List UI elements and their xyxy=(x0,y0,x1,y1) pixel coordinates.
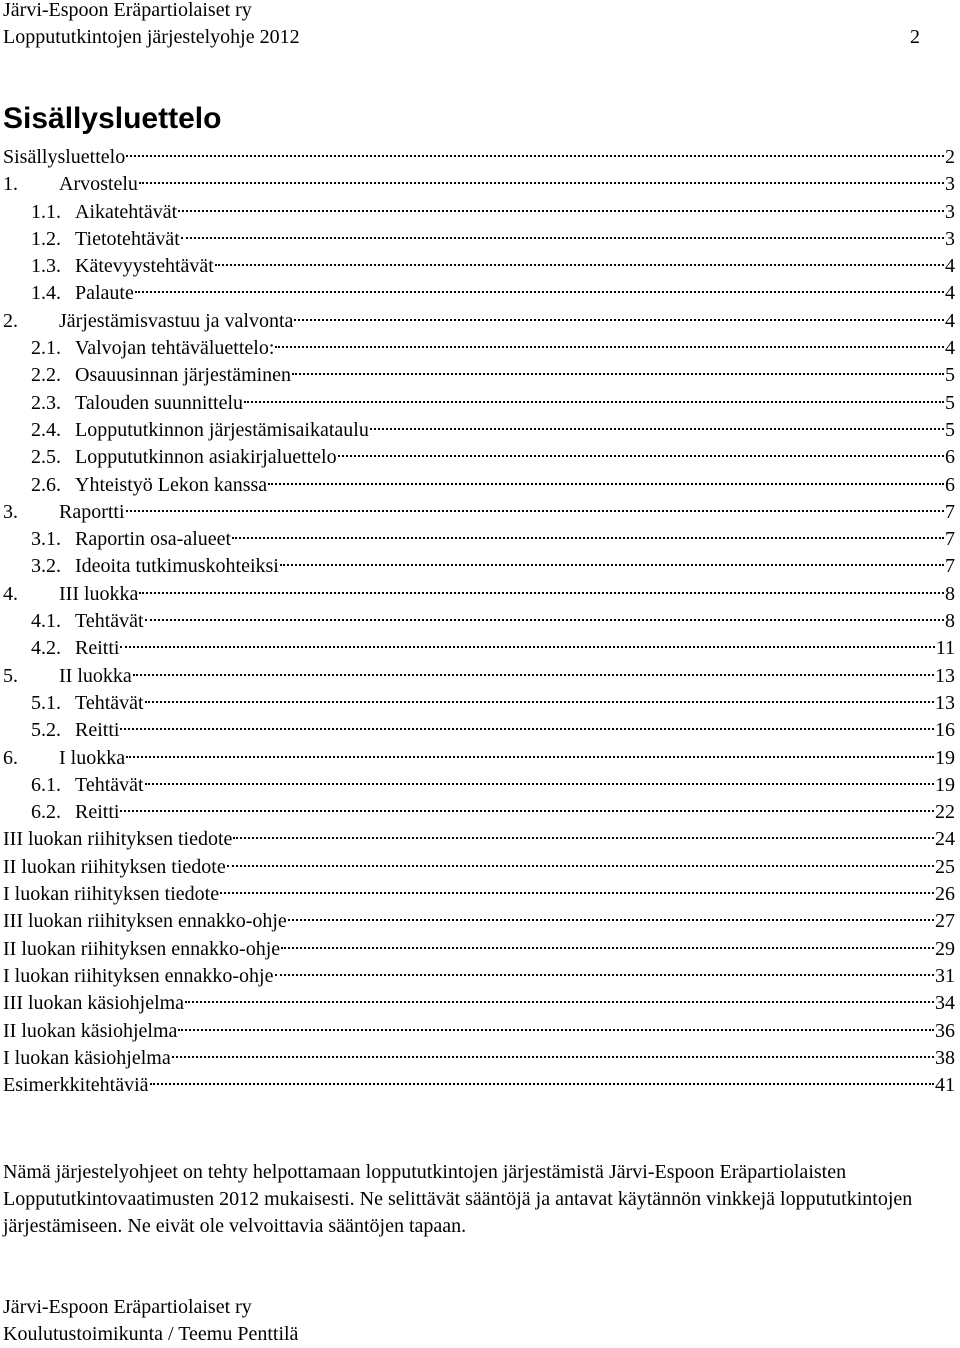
toc-entry-label: Aikatehtävät xyxy=(75,200,178,223)
toc-entry-page: 36 xyxy=(935,1019,955,1042)
toc-entry[interactable] xyxy=(3,799,955,826)
toc-leader-dots xyxy=(145,700,934,703)
toc-entry[interactable] xyxy=(3,963,955,990)
toc-entry-page: 31 xyxy=(935,964,955,987)
header-page-number: 2 xyxy=(910,26,920,48)
toc-entry-number: 2. xyxy=(3,309,18,332)
toc-leader-dots xyxy=(126,154,944,157)
toc-entry-label: Talouden suunnittelu xyxy=(75,391,244,414)
toc-leader-dots xyxy=(178,209,944,212)
toc-entry-label: III luokka xyxy=(59,582,139,605)
toc-entry-number: 2.3. xyxy=(31,391,61,414)
toc-entry-label: I luokka xyxy=(59,746,126,769)
toc-leader-dots xyxy=(292,372,944,375)
toc-leader-dots xyxy=(268,482,944,485)
toc-leader-dots xyxy=(181,236,944,239)
toc-entry-page: 41 xyxy=(935,1074,955,1097)
toc-leader-dots xyxy=(172,1055,934,1058)
page-header xyxy=(3,0,943,51)
toc-entry[interactable] xyxy=(3,881,955,908)
toc-entry-label: III luokan riihityksen tiedote xyxy=(3,828,233,851)
toc-leader-dots xyxy=(232,536,944,539)
toc-entry-label: Yhteistyö Lekon kanssa xyxy=(75,473,268,496)
toc-entry-number: 4.2. xyxy=(31,637,61,660)
toc-entry-page: 19 xyxy=(935,746,955,769)
toc-leader-dots xyxy=(133,673,934,676)
toc-entry-page: 24 xyxy=(935,828,955,851)
toc-entry-page: 4 xyxy=(945,337,955,360)
toc-entry[interactable] xyxy=(3,144,955,171)
toc-entry-number: 5. xyxy=(3,664,18,687)
toc-entry[interactable] xyxy=(3,417,955,444)
toc-entry-label: Tehtävät xyxy=(75,610,144,633)
toc-entry-page: 19 xyxy=(935,773,955,796)
toc-entry-number: 3. xyxy=(3,500,18,523)
toc-entry-number: 4. xyxy=(3,582,18,605)
header-org: Järvi-Espoon Eräpartiolaiset ry xyxy=(3,0,252,21)
toc-entry-number: 1.2. xyxy=(31,227,61,250)
toc-entry-label: Reitti xyxy=(75,637,120,660)
toc-entry-label: Sisällysluettelo xyxy=(3,146,126,168)
toc-entry[interactable] xyxy=(3,171,955,198)
toc-entry[interactable] xyxy=(3,226,955,253)
toc-entry-label: Palaute xyxy=(75,282,134,305)
toc-entry-label: Järjestämisvastuu ja valvonta xyxy=(59,309,294,332)
toc-entry[interactable] xyxy=(3,608,955,635)
toc-entry-number: 1.4. xyxy=(31,282,61,305)
toc-leader-dots xyxy=(126,509,944,512)
toc-entry[interactable] xyxy=(3,390,955,417)
toc-entry-number: 2.2. xyxy=(31,364,61,387)
toc-entry-number: 5.1. xyxy=(31,691,61,714)
toc-entry[interactable] xyxy=(3,1018,955,1045)
toc-entry-page: 26 xyxy=(935,883,955,906)
toc-entry[interactable] xyxy=(3,1045,955,1072)
toc-entry-label: Raportin osa-alueet xyxy=(75,528,232,551)
toc-leader-dots xyxy=(275,345,944,348)
toc-leader-dots xyxy=(288,918,934,921)
toc-entry-page: 11 xyxy=(935,637,955,660)
toc-entry[interactable] xyxy=(3,280,955,307)
toc-leader-dots xyxy=(120,645,934,648)
toc-leader-dots xyxy=(294,318,944,321)
toc-entry-number: 2.6. xyxy=(31,473,61,496)
toc-entry[interactable] xyxy=(3,908,955,935)
intro-paragraph: Nämä järjestelyohjeet on tehty helpottamaan loppututkintojen järjestämistä Järvi-Espoon Eräpartiolaisten Loppututkintovaatimusten 2012 mukaisesti. Ne selittävät sääntöjä ja antavat käytännön vinkkejä loppututkintojen järjestämiseen. Ne eivät ole velvoittavia sääntöjen tapaan. xyxy=(3,1161,913,1237)
toc-entry-page: 13 xyxy=(935,691,955,714)
toc-entry[interactable] xyxy=(3,472,955,499)
toc-entry-label: Tehtävät xyxy=(75,691,144,714)
toc-entry-number: 2.5. xyxy=(31,446,61,469)
toc-entry-number: 5.2. xyxy=(31,719,61,742)
toc-entry[interactable] xyxy=(3,444,955,471)
toc-leader-dots xyxy=(145,618,944,621)
toc-entry[interactable] xyxy=(3,526,955,553)
toc-entry[interactable] xyxy=(3,826,955,853)
toc-entry-label: III luokan käsiohjelma xyxy=(3,992,185,1015)
toc-heading: Sisällysluettelo xyxy=(3,102,222,135)
toc-entry-label: III luokan riihityksen ennakko-ohje xyxy=(3,910,287,933)
toc-entry-page: 6 xyxy=(945,446,955,469)
toc-entry[interactable] xyxy=(3,581,955,608)
toc-leader-dots xyxy=(233,836,934,839)
toc-entry-label: Kätevyystehtävät xyxy=(75,255,214,278)
toc-leader-dots xyxy=(145,782,934,785)
toc-entry-page: 6 xyxy=(945,473,955,496)
toc-leader-dots xyxy=(281,946,934,949)
toc-entry-number: 1. xyxy=(3,173,18,196)
toc-entry-page: 27 xyxy=(935,910,955,933)
toc-entry-page: 8 xyxy=(945,610,955,633)
toc-entry[interactable] xyxy=(3,635,955,662)
toc-entry-number: 6.2. xyxy=(31,801,61,824)
toc-entry-label: Osauusinnan järjestäminen xyxy=(75,364,292,387)
toc-entry-label: Raportti xyxy=(59,500,125,523)
toc-entry[interactable] xyxy=(3,553,955,580)
toc-entry-label: Arvostelu xyxy=(59,173,138,196)
toc-entry-number: 2.4. xyxy=(31,418,61,441)
toc-entry-page: 34 xyxy=(935,992,955,1015)
page-footer xyxy=(3,1294,298,1348)
toc-entry-number: 2.1. xyxy=(31,337,61,360)
toc-entry[interactable] xyxy=(3,990,955,1017)
toc-entry-label: II luokka xyxy=(59,664,132,687)
toc-entry[interactable] xyxy=(3,663,955,690)
toc-leader-dots xyxy=(135,290,944,293)
toc-leader-dots xyxy=(139,181,944,184)
toc-entry-number: 3.2. xyxy=(31,555,61,578)
toc-entry-number: 1.3. xyxy=(31,255,61,278)
toc-entry[interactable] xyxy=(3,499,955,526)
toc-entry-page: 3 xyxy=(945,173,955,196)
toc-entry-page: 4 xyxy=(945,309,955,332)
toc-entry-page: 5 xyxy=(945,391,955,414)
toc-leader-dots xyxy=(139,591,944,594)
toc-entry-label: Valvojan tehtäväluettelo: xyxy=(75,337,275,360)
toc-entry-number: 4.1. xyxy=(31,610,61,633)
footer-committee: Koulutustoimikunta / Teemu Penttilä xyxy=(3,1323,299,1345)
toc-entry-page: 16 xyxy=(935,719,955,742)
toc-entry[interactable] xyxy=(3,1072,955,1099)
toc-entry-page: 3 xyxy=(945,227,955,250)
toc-entry[interactable] xyxy=(3,690,955,717)
toc-leader-dots xyxy=(370,427,944,430)
toc-entry-page: 2 xyxy=(945,146,955,168)
toc-entry[interactable] xyxy=(3,253,955,280)
toc-leader-dots xyxy=(338,454,944,457)
toc-leader-dots xyxy=(120,809,934,812)
toc-leader-dots xyxy=(275,973,935,976)
toc-entry[interactable] xyxy=(3,199,955,226)
toc-entry-page: 4 xyxy=(945,255,955,278)
toc-entry-label: I luokan riihityksen ennakko-ohje xyxy=(3,964,274,987)
toc-entry[interactable] xyxy=(3,936,955,963)
toc-entry-page: 22 xyxy=(935,801,955,824)
toc-entry-page: 7 xyxy=(945,500,955,523)
toc-entry[interactable] xyxy=(3,854,955,881)
toc-leader-dots xyxy=(185,1000,934,1003)
toc-entry-label: Loppututkinnon asiakirjaluettelo xyxy=(75,446,337,469)
toc-entry-page: 25 xyxy=(935,855,955,878)
toc-leader-dots xyxy=(150,1082,934,1085)
toc-leader-dots xyxy=(178,1028,934,1031)
toc-leader-dots xyxy=(215,263,944,266)
toc-entry-page: 5 xyxy=(945,418,955,441)
toc-entry-page: 13 xyxy=(935,664,955,687)
toc-entry-number: 6. xyxy=(3,746,18,769)
toc-entry-page: 5 xyxy=(945,364,955,387)
toc-entry-number: 1.1. xyxy=(31,200,61,223)
toc-entry[interactable] xyxy=(3,745,955,772)
table-of-contents xyxy=(3,144,955,1099)
toc-entry-number: 3.1. xyxy=(31,528,61,551)
toc-leader-dots xyxy=(244,400,944,403)
toc-entry-page: 3 xyxy=(945,200,955,223)
toc-leader-dots xyxy=(120,727,934,730)
header-title-row xyxy=(3,24,920,51)
toc-entry-label: Reitti xyxy=(75,801,120,824)
toc-leader-dots xyxy=(126,755,934,758)
toc-leader-dots xyxy=(227,864,934,867)
toc-entry-label: I luokan riihityksen tiedote xyxy=(3,883,220,906)
toc-entry-page: 38 xyxy=(935,1046,955,1069)
toc-entry[interactable] xyxy=(3,772,955,799)
toc-entry-label: Esimerkkitehtäviä xyxy=(3,1074,149,1097)
toc-entry[interactable] xyxy=(3,335,955,362)
toc-entry-page: 29 xyxy=(935,937,955,960)
toc-entry-label: I luokan käsiohjelma xyxy=(3,1046,171,1069)
toc-entry-page: 8 xyxy=(945,582,955,605)
footer-org: Järvi-Espoon Eräpartiolaiset ry xyxy=(3,1296,252,1318)
toc-entry-label: II luokan käsiohjelma xyxy=(3,1019,178,1042)
toc-entry-label: Ideoita tutkimuskohteiksi xyxy=(75,555,279,578)
toc-entry[interactable] xyxy=(3,362,955,389)
toc-entry-label: II luokan riihityksen tiedote xyxy=(3,855,226,878)
toc-entry[interactable] xyxy=(3,717,955,744)
toc-entry-page: 4 xyxy=(945,282,955,305)
toc-entry[interactable] xyxy=(3,308,955,335)
toc-entry-label: II luokan riihityksen ennakko-ohje xyxy=(3,937,281,960)
toc-entry-label: Reitti xyxy=(75,719,120,742)
header-doc-title: Loppututkintojen järjestelyohje 2012 xyxy=(3,26,300,48)
toc-entry-label: Tehtävät xyxy=(75,773,144,796)
toc-entry-page: 7 xyxy=(945,555,955,578)
toc-entry-label: Loppututkinnon järjestämisaikataulu xyxy=(75,418,369,441)
toc-entry-page: 7 xyxy=(945,528,955,551)
toc-leader-dots xyxy=(280,563,944,566)
toc-entry-number: 6.1. xyxy=(31,773,61,796)
toc-entry-label: Tietotehtävät xyxy=(75,227,180,250)
toc-leader-dots xyxy=(220,891,934,894)
